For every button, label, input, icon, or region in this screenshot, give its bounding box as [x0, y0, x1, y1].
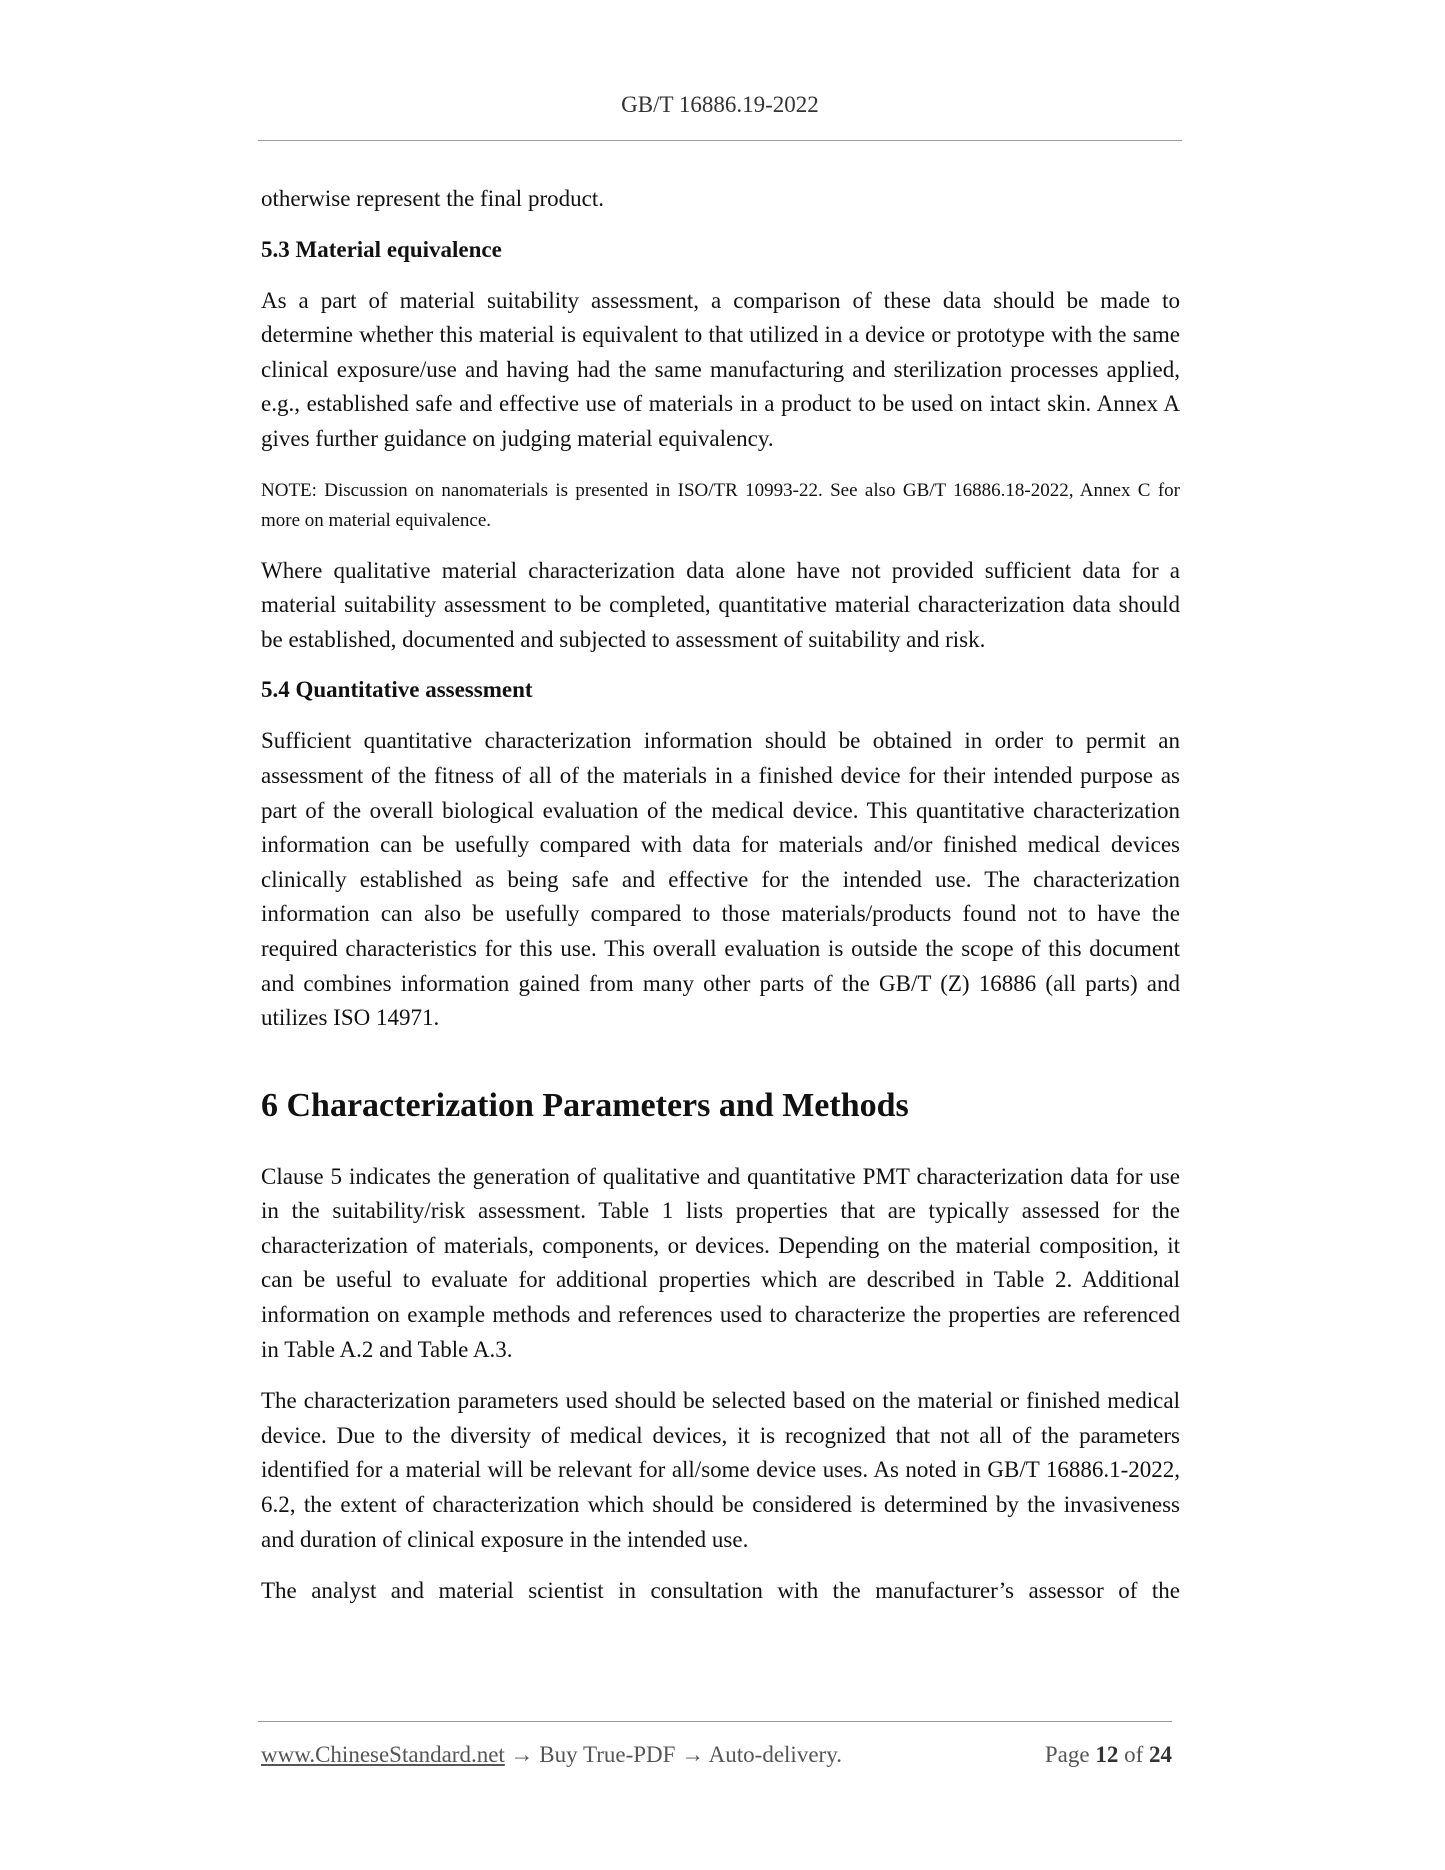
- note-nanomaterials: NOTE: Discussion on nanomaterials is presented in ISO/TR 10993-22. See also GB/T 16886.18-2022, Annex C for more on material equivalence.: [261, 479, 1180, 531]
- page-label: Page: [1044, 1742, 1090, 1767]
- auto-delivery-text: Auto-delivery.: [708, 1742, 842, 1767]
- document-number-header: GB/T 16886.19-2022: [621, 92, 819, 117]
- paragraph-quantitative-assessment: Sufficient quantitative characterization information should be obtained in order to permit an assessment of the fitness of all of the materials in a finished device for their intended purpose as part of the overall biological evaluation of the medical device. This quantitative characterization information can be usefully compared with data for materials and/or finished medical devices clinically established as being safe and effective for the intended use. The characterization information can also be usefully compared to those materials/products found not to have the required characteristics for this use. This overall evaluation is outside the scope of this document and combines information gained from many other parts of the GB/T (Z) 16886 (all parts) and utilizes ISO 14971.: [261, 728, 1180, 1031]
- of-label: of: [1124, 1742, 1144, 1767]
- paragraph-material-equivalence: As a part of material suitability assessment, a comparison of these data should be made to determine whether this material is equivalent to that utilized in a device or prototype with the same clinical exposure/use and having had the same manufacturing and sterilization processes applied, e.g., established safe and effective use of materials in a product to be used on intact skin. Annex A gives further guidance on judging material equivalency.: [261, 287, 1180, 451]
- chinese-standard-link[interactable]: www.ChineseStandard.net: [261, 1742, 505, 1767]
- paragraph-analyst: The analyst and material scientist in consultation with the manufacturer’s assessor of the: [261, 1578, 1180, 1604]
- footer-divider: [258, 1721, 1172, 1722]
- footer-promo: [261, 1742, 842, 1768]
- page-content: [261, 182, 1180, 1609]
- paragraph-continuation: otherwise represent the final product.: [261, 186, 604, 211]
- header-divider: [258, 140, 1182, 141]
- paragraph-characterization-parameters: The characterization parameters used should be selected based on the material or finished medical device. Due to the diversity of medical devices, it is recognized that not all of the parameters identified for a material will be relevant for all/some device uses. As noted in GB/T 16886.1-2022, 6.2, the extent of characterization which should be considered is determined by the invasiveness and duration of clinical exposure in the intended use.: [261, 1388, 1180, 1552]
- buy-pdf-text: Buy True-PDF: [539, 1742, 676, 1767]
- page-current: 12: [1095, 1742, 1119, 1767]
- paragraph-clause-5: Clause 5 indicates the generation of qualitative and quantitative PMT characterization data for use in the suitability/risk assessment. Table 1 lists properties that are typically assessed for the characterization of materials, components, or devices. Depending on the material composition, it can be useful to evaluate for additional properties which are described in Table 2. Additional information on example methods and references used to characterize the properties are referenced in Table A.2 and Table A.3.: [261, 1163, 1180, 1362]
- page-footer: [261, 1742, 1172, 1768]
- section-6-heading: 6 Characterization Parameters and Methods: [261, 1086, 909, 1124]
- paragraph-qualitative-data: Where qualitative material characterization data alone have not provided sufficient data for a material suitability assessment to be completed, quantitative material characterization data should be established, documented and subjected to assessment of suitability and risk.: [261, 557, 1180, 652]
- section-5-3-heading: 5.3 Material equivalence: [261, 236, 502, 262]
- section-5-4-heading: 5.4 Quantitative assessment: [261, 677, 533, 703]
- arrow-right-icon: →: [681, 1742, 705, 1767]
- page-number: [1045, 1742, 1172, 1768]
- arrow-right-icon: →: [510, 1742, 534, 1767]
- page-total: 24: [1149, 1742, 1172, 1767]
